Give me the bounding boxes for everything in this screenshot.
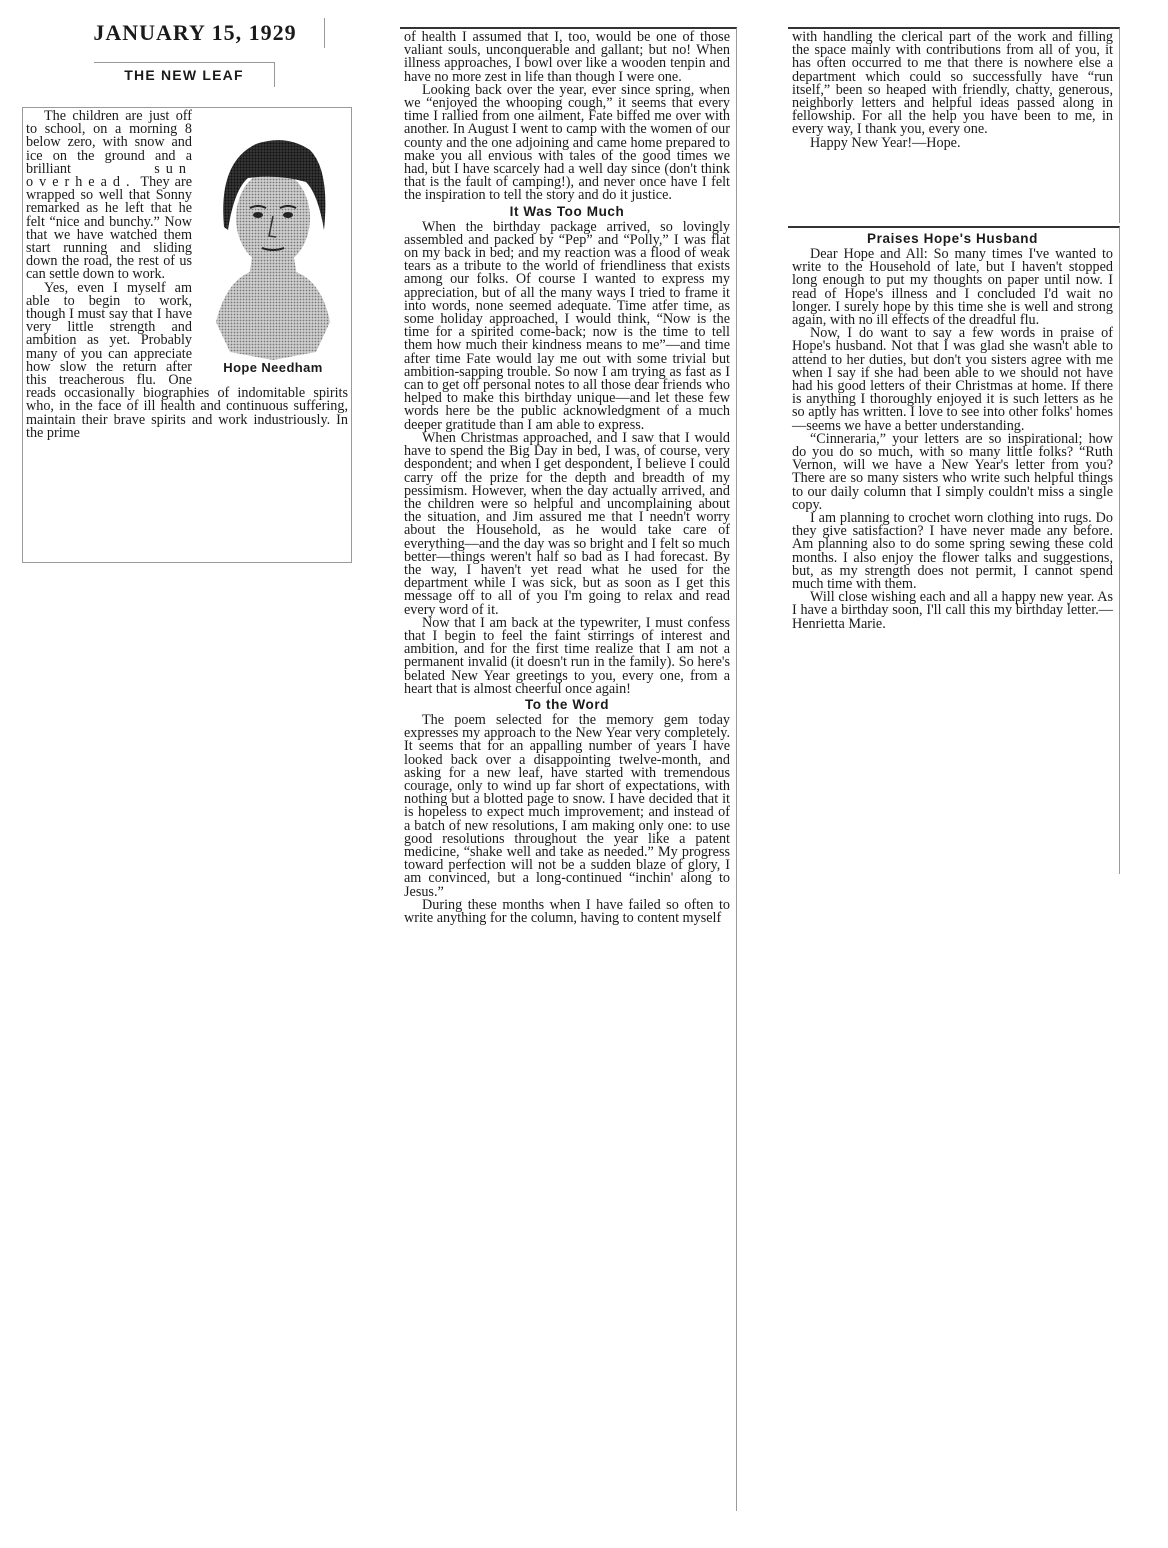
paragraph: When the birthday package arrived, so lovingly assembled and packed by “Pep” and “Polly,” I was flat on my back in bed; and my reaction was a flood of weak tears as a tribute to the world of friendliness that exists among our folks. Of course I wanted to express my appreciation, but of all the many ways I tried to frame it into words, none seemed adequate. Time atfer time, as some holiday approached, I would think, “Now is the time for a spirited come-back; now is the time to tell them how much their kindness means to me”—and time after time Fate would lay me out with some trivial but ambition-sapping trouble. So now I am trying as fast as I can to get off personal notes to all those dear friends who helped to make this birthday unique—and let these few words here be the public acknowledgment of a much deeper gratitude than I am able to express. (404, 218, 730, 433)
column-2 (400, 27, 737, 1511)
portrait-figure (198, 112, 348, 382)
paragraph: Will close wishing each and all a happy new year. As I have a birthday soon, I'll call this my birthday letter.—Henrietta Marie. (792, 589, 1113, 632)
portrait-caption: Hope Needham (223, 360, 323, 375)
paragraph: “Cinneraria,” your letters are so inspirational; how do you do so much, with so many little folks? “Ruth Vernon, will we have a New Year's letter from you? There are so many sisters who write such helpful things to our daily column that I simply couldn't miss a single copy. (792, 430, 1113, 513)
paragraph: When Christmas approached, and I saw that I would have to spend the Big Day in bed, I was, of course, very despondent; and when I get despondent, I believe I could carry off the prize for the depth and breadth of my pessimism. However, when the day actually arrived, and the children were so helpful and uncomplaining about the situation, and Jim assured me that I needn't worry about the Household, as he would take care of everything—and the day was so bright and I felt so much better—things weren't half so bad as I had forecast. By the way, I haven't yet read what he used for the department while I was sick, but as soon as I get this message off to all of you I'm going to relax and read every word of it. (404, 429, 730, 618)
paragraph: Now that I am back at the typewriter, I must confess that I begin to feel the faint stirrings of interest and ambition, and for the first time realize that I am not a permanent invalid (it doesn't run in the family). So here's belated New Year greetings to you, every one, from a heart that is almost cheerful once again! (404, 614, 730, 697)
paragraph: Now, I do want to say a few words in praise of Hope's husband. Not that I was glad she wasn't able to attend to her duties, but don't you sisters agree with me when I say if she had been able to we should not have had his good letters of their Christmas at home. If there is anything I thoroughly enjoyed it is such letters as he so aptly has written. I love to see into other folks' homes—seems we have a better understanding. (792, 325, 1113, 434)
paragraph: The children are just off to school, on a morning 8 below zero, with snow and ice on the ground and a brilliant sun overhead. They are wrapped so well that Sonny remarked as he left that he felt “nice and bunchy.” Now that we have watched them start running and sliding down the road, the rest of us can settle down to work. (26, 108, 192, 283)
portrait-photo (206, 112, 340, 360)
paragraph: Dear Hope and All: So many times I've wanted to write to the Household of late, but I haven't stopped long enough to put my thoughts on paper until now. I read of Hope's illness and I concluded I'd wait no longer. I surely hope by this time she is well and strong again, with no ill effects of the dreadful flu. (792, 246, 1113, 329)
column-3-letter (788, 226, 1120, 874)
subheading: Praises Hope's Husband (867, 231, 1038, 246)
paragraph: I am planning to crochet worn clothing into rugs. Do they give satisfaction? I have never made any before. Am planning also to do some spring sewing these cold months. I also enjoy the flower talks and suggestions, but, as my strength does not permit, I cannot spend much time with them. (792, 510, 1113, 593)
column-3-top (788, 27, 1120, 223)
subheading: It Was Too Much (509, 203, 625, 219)
paragraph: Looking back over the year, ever since spring, when we “enjoyed the whooping cough,” it seems that every time I rallied from one ailment, Fate biffed me over with another. In August I went to camp with the women of our county and the one adjoining and came home prepared to make you all envious with tales of the good times we had, but I have scarcely had a well day since (don't think that is the fault of camping!), and never once have I felt the inspiration to tell the story and do it justice. (404, 81, 730, 204)
subheading: To the Word (524, 696, 610, 712)
paragraph: with handling the clerical part of the work and filling the space mainly with contributions from all of you, it has often occurred to me that there is nowhere else a department which could so successfully have “run itself,” been so heaped with friendly, chatty, generous, neighborly letters and helpful ideas passed along in fellowship. For all the help you have been to me, in every way, I thank you, every one. (792, 29, 1113, 138)
paragraph: Yes, even I myself am able to begin to work, though I must say that I have very little strength and ambition as yet. Probably many of you can appreciate how slow the return after this treacherous flu. One reads occasionally biographies of indomitable spirits who, in the face of ill health and continuous suffering, maintain their brave spirits and work industriously. In the prime (26, 279, 348, 441)
paragraph: During these months when I have failed so often to write anything for the column, having to content myself (404, 896, 730, 926)
paragraph: of health I assumed that I, too, would be one of those valiant souls, unconquerable and gallant; but no! When illness approaches, I bowl over like a wooden tenpin and have no more zest in life than though I were one. (404, 29, 730, 85)
dateline: JANUARY 15, 1929 (66, 18, 325, 48)
section-title: THE NEW LEAF (94, 62, 275, 87)
column-1 (22, 107, 352, 563)
paragraph: The poem selected for the memory gem today expresses my approach to the New Year very completely. It seems that for an appalling number of years I have looked back over a disappointing twelve-month, and asking for a new leaf, have started with tremendous courage, only to wind up far short of expectations, with nothing but a blotted page to snow. I have decided that it is hopeless to expect much improvement; and instead of a batch of new resolutions, I am making only one: to use good resolutions throughout the year like a patent medicine, “shake well and take as needed.” My progress toward perfection will not be a sudden blaze of glory, I am convinced, but a long-continued “inchin' along to Jesus.” (404, 711, 730, 900)
signature-line: Happy New Year!—Hope. (810, 134, 961, 151)
